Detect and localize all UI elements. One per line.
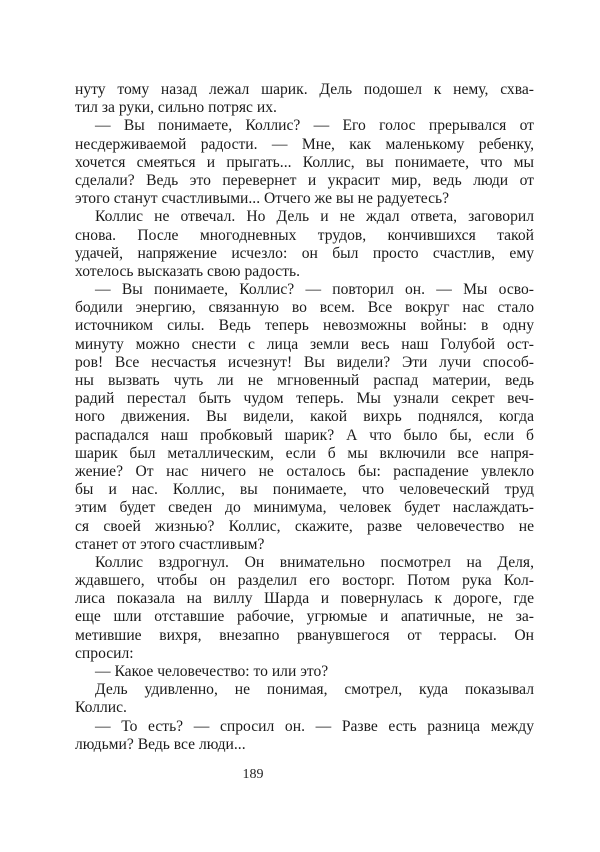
text-line: — Вы понимаете, Коллис? — повторил он. — Мы осво- — [95, 281, 534, 299]
text-line: ся своей жизнью? Коллис, скажите, разве человечество не — [75, 517, 534, 535]
paragraph — [75, 208, 534, 281]
text-line: сделали? Ведь это перевернет и украсит мир, ведь люди от — [75, 171, 534, 189]
text-line: источником силы. Ведь теперь невозможны войны: в одну — [75, 317, 534, 335]
text-line: спросил: — [75, 644, 134, 662]
text-line: бодили энергию, связанную во всем. Все вокруг нас стало — [75, 299, 534, 317]
text-line: Коллис не отвечал. Но Дель и не ждал ответа, заговорил — [95, 208, 534, 226]
text-line: — Вы понимаете, Коллис? — Его голос прерывался от — [95, 117, 534, 135]
paragraph — [75, 554, 534, 663]
text-line: ждавшего, чтобы он разделил его восторг. Потом рука Кол- — [75, 572, 534, 590]
text-line: Коллис. — [75, 699, 127, 717]
text-line: тил за руки, сильно потряс их. — [75, 99, 277, 117]
text-line: хочется смеяться и прыгать... Коллис, вы понимаете, что мы — [75, 153, 534, 171]
text-line: Дель удивленно, не понимая, смотрел, куда показывал — [95, 681, 534, 699]
text-line: жение? От нас ничего не осталось бы: распадение увлекло — [75, 462, 534, 480]
text-line: Коллис вздрогнул. Он внимательно посмотрел на Деля, — [95, 553, 534, 571]
paragraph — [75, 663, 534, 681]
paragraph — [75, 117, 534, 208]
text-line: людьми? Ведь все люди... — [75, 735, 246, 753]
text-line: лиса показала на виллу Шарда и повернулась к дороге, где — [75, 590, 534, 608]
text-line: этого станут счастливыми... Отчего же вы не радуетесь? — [75, 190, 450, 208]
text-line: радий перестал быть чудом теперь. Мы узнали секрет веч- — [75, 390, 534, 408]
paragraph — [75, 281, 534, 554]
text-line: этим будет сведен до минимума, человек будет наслаждать- — [75, 499, 534, 517]
text-line: хотелось высказать свою радость. — [75, 262, 301, 280]
text-line: несдерживаемой радости. — Мне, как маленькому ребенку, — [75, 135, 534, 153]
page-number: 189 — [242, 767, 264, 782]
text-line: шарик был металлическим, если б мы включили все напря- — [75, 444, 534, 462]
text-line: станет от этого счастливым? — [75, 535, 265, 553]
text-line: бы и нас. Коллис, вы понимаете, что человеческий труд — [75, 481, 534, 499]
text-line: удачей, напряжение исчезло: он был просто счастлив, ему — [75, 244, 534, 262]
text-line: ного движения. Вы видели, какой вихрь поднялся, когда — [75, 408, 534, 426]
text-line: еще шли отставшие рабочие, угрюмые и апатичные, не за- — [75, 608, 534, 626]
text-line: метившие вихря, внезапно рванувшегося от террасы. Он — [75, 626, 534, 644]
book-page-text — [75, 81, 534, 754]
text-line: ров! Все несчастья исчезнут! Вы видели? Эти лучи способ- — [75, 353, 534, 371]
text-line: снова. После многодневных трудов, кончившихся такой — [75, 226, 534, 244]
text-line: — То есть? — спросил он. — Разве есть разница между — [95, 717, 534, 735]
paragraph — [75, 81, 534, 117]
text-line: минуту можно снести с лица земли весь наш Голубой ост- — [75, 335, 534, 353]
paragraph — [75, 681, 534, 717]
paragraph — [75, 718, 534, 754]
text-line: распадался наш пробковый шарик? А что было бы, если б — [75, 426, 534, 444]
text-line: нуту тому назад лежал шарик. Дель подошел к нему, схва- — [75, 81, 534, 98]
text-line: ны вызвать чуть ли не мгновенный распад материи, ведь — [75, 372, 534, 389]
text-line: — Какое человечество: то или это? — [95, 663, 329, 680]
